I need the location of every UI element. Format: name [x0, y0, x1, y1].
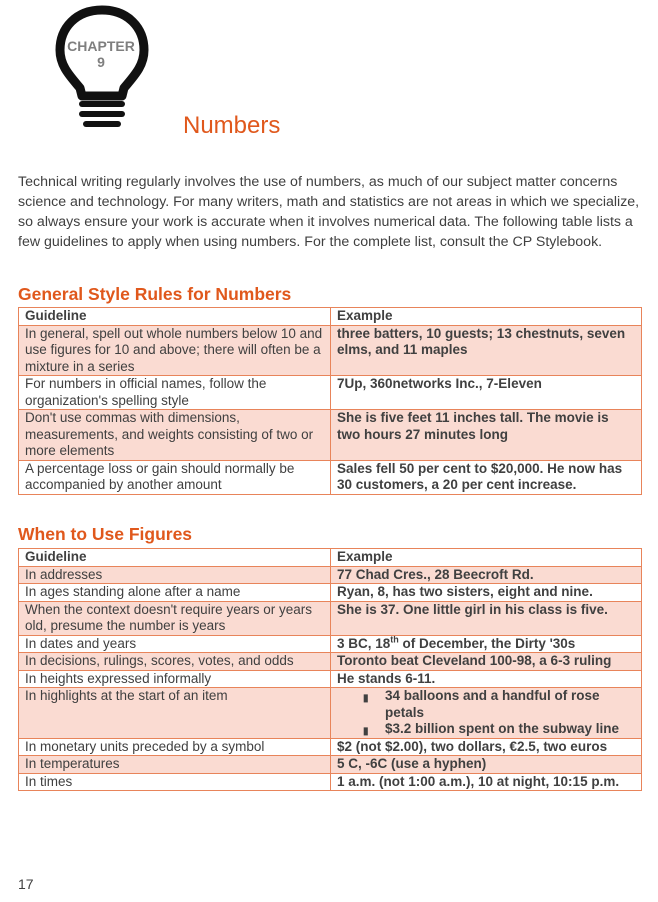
intro-paragraph: Technical writing regularly involves the use of numbers, as much of our subject matter concerns science and technology. For many writers, math and statistics are not areas in which we specialize, so always ensure your work is accurate when it involves numerical data. The following table lists a few guidelines to apply when using numbers. For the complete list, consult the CP Stylebook. — [18, 174, 640, 250]
page-number: 17 — [18, 876, 34, 892]
example-cell — [331, 635, 642, 653]
list-item — [337, 688, 635, 721]
list-item-text: $3.2 billion spent on the subway line — [385, 721, 620, 736]
section-heading-general: General Style Rules for Numbers — [18, 284, 292, 304]
example-cell: She is 37. One little girl in his class is five. — [331, 601, 642, 635]
guideline-cell: In decisions, rulings, scores, votes, and odds — [19, 653, 331, 671]
guideline-cell: In ages standing alone after a name — [19, 584, 331, 602]
section-heading-figures: When to Use Figures — [18, 524, 193, 544]
clapperboard-bullet-icon: ▮ — [363, 693, 369, 704]
example-cell: Toronto beat Cleveland 100-98, a 6-3 ruling — [331, 653, 642, 671]
table-row — [19, 738, 642, 756]
guideline-cell: In general, spell out whole numbers below 10 and use figures for 10 and above; there will often be a mixture in a series — [19, 325, 331, 376]
guideline-cell: In temperatures — [19, 756, 331, 774]
table-row — [19, 688, 642, 739]
guideline-cell: A percentage loss or gain should normally be accompanied by another amount — [19, 460, 331, 494]
guideline-cell: In addresses — [19, 566, 331, 584]
column-header-example: Example — [331, 549, 642, 567]
table-row — [19, 635, 642, 653]
guideline-cell: Don't use commas with dimensions, measurements, and weights consisting of two or more elements — [19, 410, 331, 461]
column-header-guideline: Guideline — [19, 308, 331, 326]
guideline-cell: For numbers in official names, follow the organization's spelling style — [19, 376, 331, 410]
chapter-label: CHAPTER — [67, 38, 135, 54]
table-row — [19, 601, 642, 635]
example-cell: Sales fell 50 per cent to $20,000. He now has 30 customers, a 20 per cent increase. — [331, 460, 642, 494]
column-header-guideline: Guideline — [19, 549, 331, 567]
example-cell: three batters, 10 guests; 13 chestnuts, seven elms, and 11 maples — [331, 325, 642, 376]
guideline-cell: When the context doesn't require years or years old, presume the number is years — [19, 601, 331, 635]
example-cell — [331, 688, 642, 739]
table-header-row — [19, 308, 642, 326]
example-text: of December, the Dirty '30s — [398, 635, 576, 651]
guideline-cell: In heights expressed informally — [19, 670, 331, 688]
ordinal-suffix: th — [390, 634, 399, 644]
example-cell: She is five feet 11 inches tall. The movie is two hours 27 minutes long — [331, 410, 642, 461]
list-item — [337, 721, 635, 738]
example-cell: 7Up, 360networks Inc., 7-Eleven — [331, 376, 642, 410]
table-row — [19, 325, 642, 376]
guideline-cell: In highlights at the start of an item — [19, 688, 331, 739]
table-row — [19, 460, 642, 494]
list-item-text: 34 balloons and a handful of rose petals — [385, 688, 600, 720]
guideline-cell: In times — [19, 773, 331, 791]
guideline-cell: In dates and years — [19, 635, 331, 653]
clapperboard-bullet-icon: ▮ — [363, 726, 369, 737]
page-title: Numbers — [183, 112, 281, 139]
table-row — [19, 773, 642, 791]
example-cell: 1 a.m. (not 1:00 a.m.), 10 at night, 10:15 p.m. — [331, 773, 642, 791]
example-cell: He stands 6-11. — [331, 670, 642, 688]
example-cell: 77 Chad Cres., 28 Beecroft Rd. — [331, 566, 642, 584]
guideline-cell: In monetary units preceded by a symbol — [19, 738, 331, 756]
example-cell: 5 C, -6C (use a hyphen) — [331, 756, 642, 774]
chapter-number: 9 — [97, 54, 105, 70]
figures-table — [18, 548, 642, 791]
example-text: 3 BC, 18 — [337, 635, 391, 651]
column-header-example: Example — [331, 308, 642, 326]
table-row — [19, 376, 642, 410]
table-header-row — [19, 549, 642, 567]
general-rules-table — [18, 307, 642, 495]
example-cell: Ryan, 8, has two sisters, eight and nine. — [331, 584, 642, 602]
highlight-list — [337, 688, 635, 738]
table-row — [19, 653, 642, 671]
table-row — [19, 410, 642, 461]
example-cell: $2 (not $2.00), two dollars, €2.5, two euros — [331, 738, 642, 756]
table-row — [19, 756, 642, 774]
table-row — [19, 566, 642, 584]
table-row — [19, 584, 642, 602]
table-row — [19, 670, 642, 688]
